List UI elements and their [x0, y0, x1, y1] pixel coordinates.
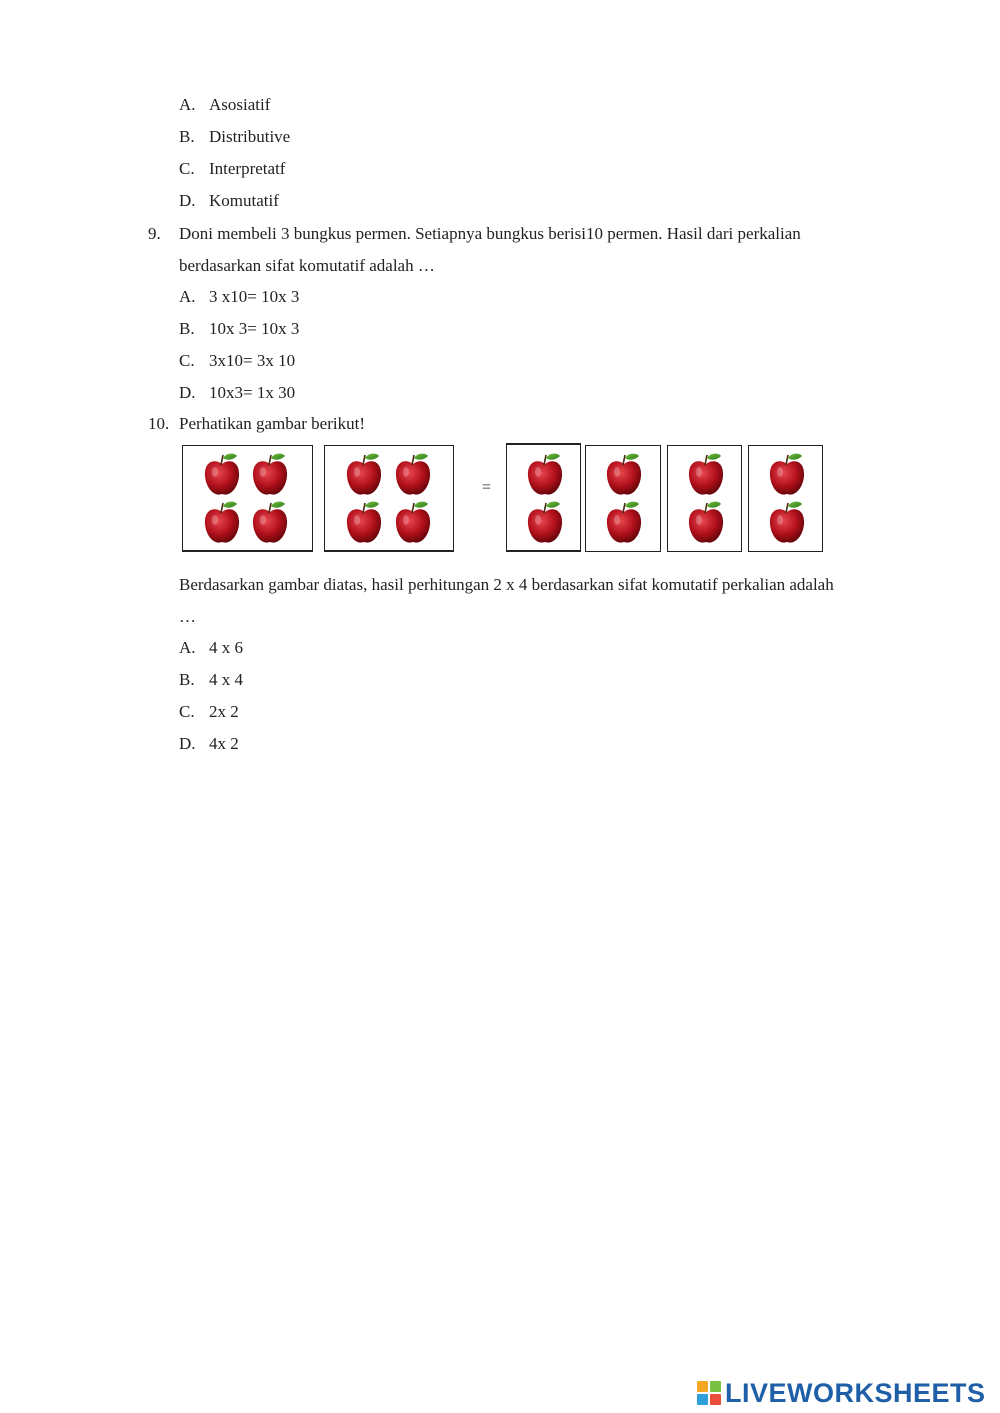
option-letter: D. — [179, 191, 196, 210]
apple-icon — [525, 452, 565, 498]
option-letter: C. — [179, 351, 195, 370]
q9-option-c[interactable] — [179, 351, 295, 371]
option-letter: D. — [179, 383, 196, 402]
apple-icon — [202, 500, 242, 546]
q9-option-d[interactable] — [179, 383, 295, 403]
question-9-text-line1: Doni membeli 3 bungkus permen. Setiapnya bungkus berisi10 permen. Hasil dari perkalian — [179, 224, 801, 243]
q10-option-a[interactable] — [179, 638, 243, 658]
option-letter: B. — [179, 127, 195, 146]
q10-option-d[interactable] — [179, 734, 239, 754]
q8-option-d[interactable] — [179, 191, 279, 211]
logo-text: LIVEWORKSHEETS — [725, 1377, 986, 1408]
q10-option-b[interactable] — [179, 670, 243, 690]
logo-square-2 — [710, 1381, 721, 1392]
option-text: 4 x 4 — [209, 670, 243, 689]
option-letter: D. — [179, 734, 196, 753]
apple-icon — [686, 500, 726, 546]
option-letter: C. — [179, 702, 195, 721]
option-text: Komutatif — [209, 191, 279, 210]
q9-option-a[interactable] — [179, 287, 299, 307]
logo-square-3 — [697, 1394, 708, 1405]
option-letter: C. — [179, 159, 195, 178]
option-text: 3x10= 3x 10 — [209, 351, 296, 370]
apple-icon — [686, 452, 726, 498]
apple-icon — [393, 452, 433, 498]
apple-icon — [344, 500, 384, 546]
q9-option-b[interactable] — [179, 319, 299, 339]
option-text: Interpretatf — [209, 159, 286, 178]
option-text: Distributive — [209, 127, 291, 146]
option-letter: B. — [179, 319, 195, 338]
apple-icon — [604, 500, 644, 546]
question-9-number: 9. — [148, 224, 161, 243]
equals-sign: = — [482, 479, 492, 496]
question-10-text-line2: … — [179, 607, 196, 626]
apple-icon — [202, 452, 242, 498]
option-text: 10x3= 1x 30 — [209, 383, 296, 402]
option-letter: A. — [179, 95, 196, 114]
option-text: 3 x10= 10x 3 — [209, 287, 300, 306]
option-letter: A. — [179, 287, 196, 306]
apple-icon — [604, 452, 644, 498]
apple-icon — [393, 500, 433, 546]
apple-icon — [525, 500, 565, 546]
option-text: 4x 2 — [209, 734, 239, 753]
apple-icon — [250, 500, 290, 546]
q10-option-c[interactable] — [179, 702, 239, 722]
logo-square-1 — [697, 1381, 708, 1392]
apple-icon — [767, 452, 807, 498]
question-10-number: 10. — [148, 414, 170, 433]
q8-option-c[interactable] — [179, 159, 285, 179]
q8-option-b[interactable] — [179, 127, 290, 147]
option-text: Asosiatif — [209, 95, 271, 114]
question-9-text-line2: berdasarkan sifat komutatif adalah … — [179, 256, 435, 275]
logo-square-4 — [710, 1394, 721, 1405]
q8-option-a[interactable] — [179, 95, 270, 115]
liveworksheets-logo — [697, 1378, 986, 1408]
option-text: 10x 3= 10x 3 — [209, 319, 300, 338]
question-10-prompt: Perhatikan gambar berikut! — [179, 414, 365, 433]
option-letter: B. — [179, 670, 195, 689]
question-10-text-line1: Berdasarkan gambar diatas, hasil perhitungan 2 x 4 berdasarkan sifat komutatif perkalian adalah — [179, 575, 834, 594]
logo-mark-icon — [697, 1381, 721, 1405]
apple-icon — [250, 452, 290, 498]
option-letter: A. — [179, 638, 196, 657]
apple-icon — [344, 452, 384, 498]
apple-icon — [767, 500, 807, 546]
option-text: 2x 2 — [209, 702, 239, 721]
option-text: 4 x 6 — [209, 638, 243, 657]
